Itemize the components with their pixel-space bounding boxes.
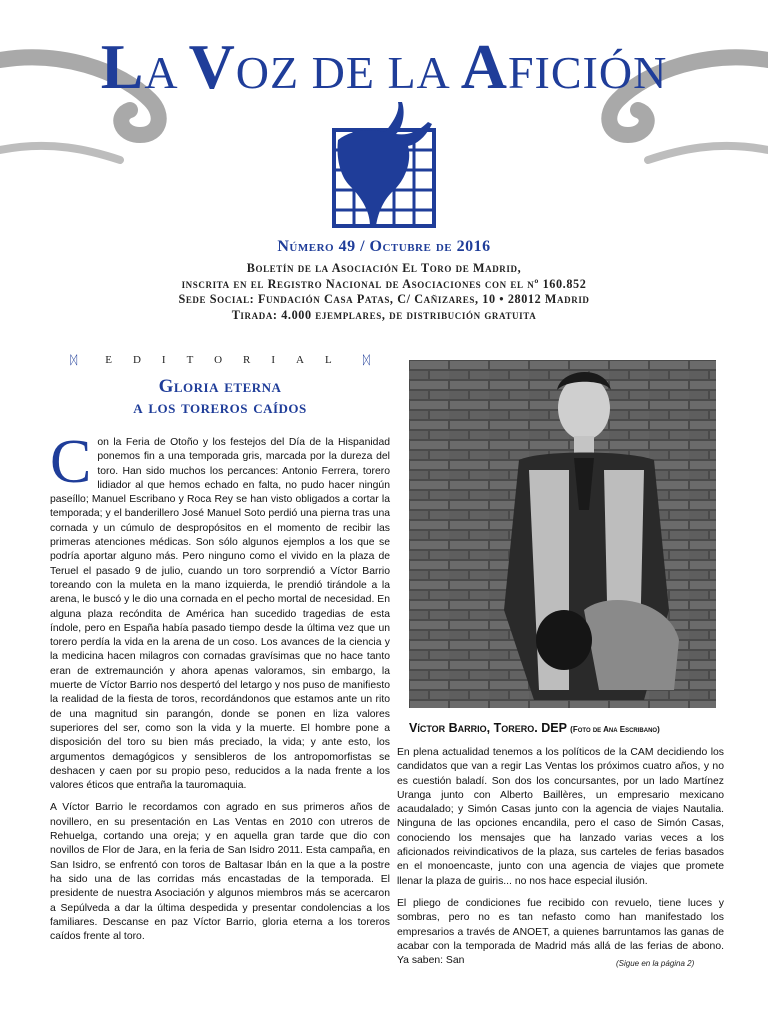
headline-line: Gloria eterna — [158, 376, 282, 397]
paragraph: En plena actualidad tenemos a los políticos de la CAM decidiendo los candidatos que van a regir Las Ventas los próximos cuatro años, y no es cuestión baladí. Son dos los concursantes, por un lado Martínez Uranga junto con Alberto Baillères, un empresario mexicano acaudalado; y Simón Casas junto con la agencia de viajes Nautalia. Ninguna de las opciones encandila, pero el caso de Simón Casas, conociendo los mensajes que ha lanzado varias veces a los aficionados reivindicativos de la plaza, sus carteles de ferias basados en el monoencaste, junto con una agencia de viajes que promete llenar la plaza de guiris... no nos hace especial ilusión. — [397, 747, 724, 887]
photo-caption: Víctor Barrio, Torero. DEP (Foto de Ana Escribano) — [409, 721, 660, 735]
headline — [50, 376, 390, 418]
continued-note: (Sigue en la página 2) — [616, 959, 695, 968]
masthead-title: LA VOZ DE LA AFICIÓN — [100, 31, 668, 102]
org-line: Sede Social: Fundación Casa Patas, C/ Cañizares, 10 • 28012 Madrid — [178, 292, 590, 306]
headline-line: a los toreros caídos — [133, 397, 307, 418]
masthead — [0, 0, 768, 322]
org-line: inscrita en el Registro Nacional de Asociaciones con el nº 160.852 — [181, 276, 587, 291]
bull-logo-icon — [330, 100, 438, 230]
paragraph: El pliego de condiciones fue recibido con revuelo, tiene luces y sombras, pero no es tan nefasto como han manifestado los empresarios a través de ANOET, a quienes barruntamos las ganas de acabar con la temporada de Madrid más allá de las ferias de abono. Ya saben: San — [397, 897, 724, 967]
drop-cap: C — [50, 428, 92, 496]
section-kicker — [50, 350, 390, 370]
issue-line: Número 49 / Octubre de 2016 — [277, 238, 491, 255]
photo-column — [409, 360, 727, 735]
kicker-label: EDITORIAL — [105, 354, 353, 366]
org-info — [0, 261, 768, 323]
editorial-body — [50, 428, 390, 944]
matador-photo — [409, 360, 716, 708]
kicker-ornament-icon: ᛞ — [70, 352, 78, 367]
right-body — [397, 746, 724, 976]
kicker-ornament-icon: ᛞ — [362, 352, 370, 367]
paragraph: Con la Feria de Otoño y los festejos del Día de la Hispanidad ponemos fin a una temporada gris, marcada por la dureza del toro. Han sido muchos los percances: Antonio Ferrera, torero lidiador al que hemos echado en falta, no pudo hacer ningún paseíllo; Manuel Escribano y Roca Rey se han visto obligados a cortar la temporada; y el banderillero José Manuel Soto perdió una pierna tras una cornada y un cúmulo de despropósitos en el momento de recibir las primeras atenciones médicas. Son sólo algunos ejemplos a los que se podría aportar alguno más. Pero ninguno como el vivido en la plaza de Teruel el pasado 9 de julio, cuando un toro sorprendió a Víctor Barrio toreando con la muleta en la mano izquierda, le prendió tirándole a la arena, le buscó y le dio una cornada en el pecho mortal de necesidad. En alguna plaza recóndita de América han sucedido tragedias de esta índole, pero en España había pasado tiempo desde la última vez que un torero perdía la vida en la arena de un coso. Los avances de la ciencia y la medicina hacen milagros con cornadas gravísimas que no hace tanto eran de extremaunción y ahora apenas valoramos, sin embargo, la muerte de Víctor Barrio nos despertó del letargo y nos puso de manifiesto la realidad de la fiesta de toros, recordándonos que estamos ante un rito de una magnitud sin parangón, donde se ponen en liza valores superiores del ser, como son la vida y la muerte. El hombre pone a disposición del toro su bien más preciado, la vida; y ante esto, los argumentos demagógicos y sensibleros de los antropomorfistas se deshacen y caen por su propio peso, reducidos a la nada frente a los valores éticos que entraña la tauromaquia. — [50, 428, 390, 792]
org-line: Boletín de la Asociación El Toro de Madrid, — [246, 261, 522, 275]
paragraph: A Víctor Barrio le recordamos con agrado en sus primeros años de novillero, en su presentación en Las Ventas en 2010 con utreros de Rehuelga, cortando una oreja; y en aquella gran tarde que dio con novillos de Flor de Jara, en la feria de San Isidro 2011. Esta campaña, en San Isidro, se enfrentó con toros de Baltasar Ibán en la que a la postre ha sido una de las corridas más encastadas de la temporada. El presidente de nuestra Asociación y algunos miembros más se acercaron a Sepúlveda a dar la última despedida y presentar condolencias a los familiares. Descanse en paz Víctor Barrio, gloria eterna a los toreros caídos frente al toro. — [50, 802, 390, 943]
photo-credit: (Foto de Ana Escribano) — [570, 725, 660, 734]
org-line: Tirada: 4.000 ejemplares, de distribución gratuita — [231, 307, 537, 322]
editorial-column — [50, 350, 390, 952]
